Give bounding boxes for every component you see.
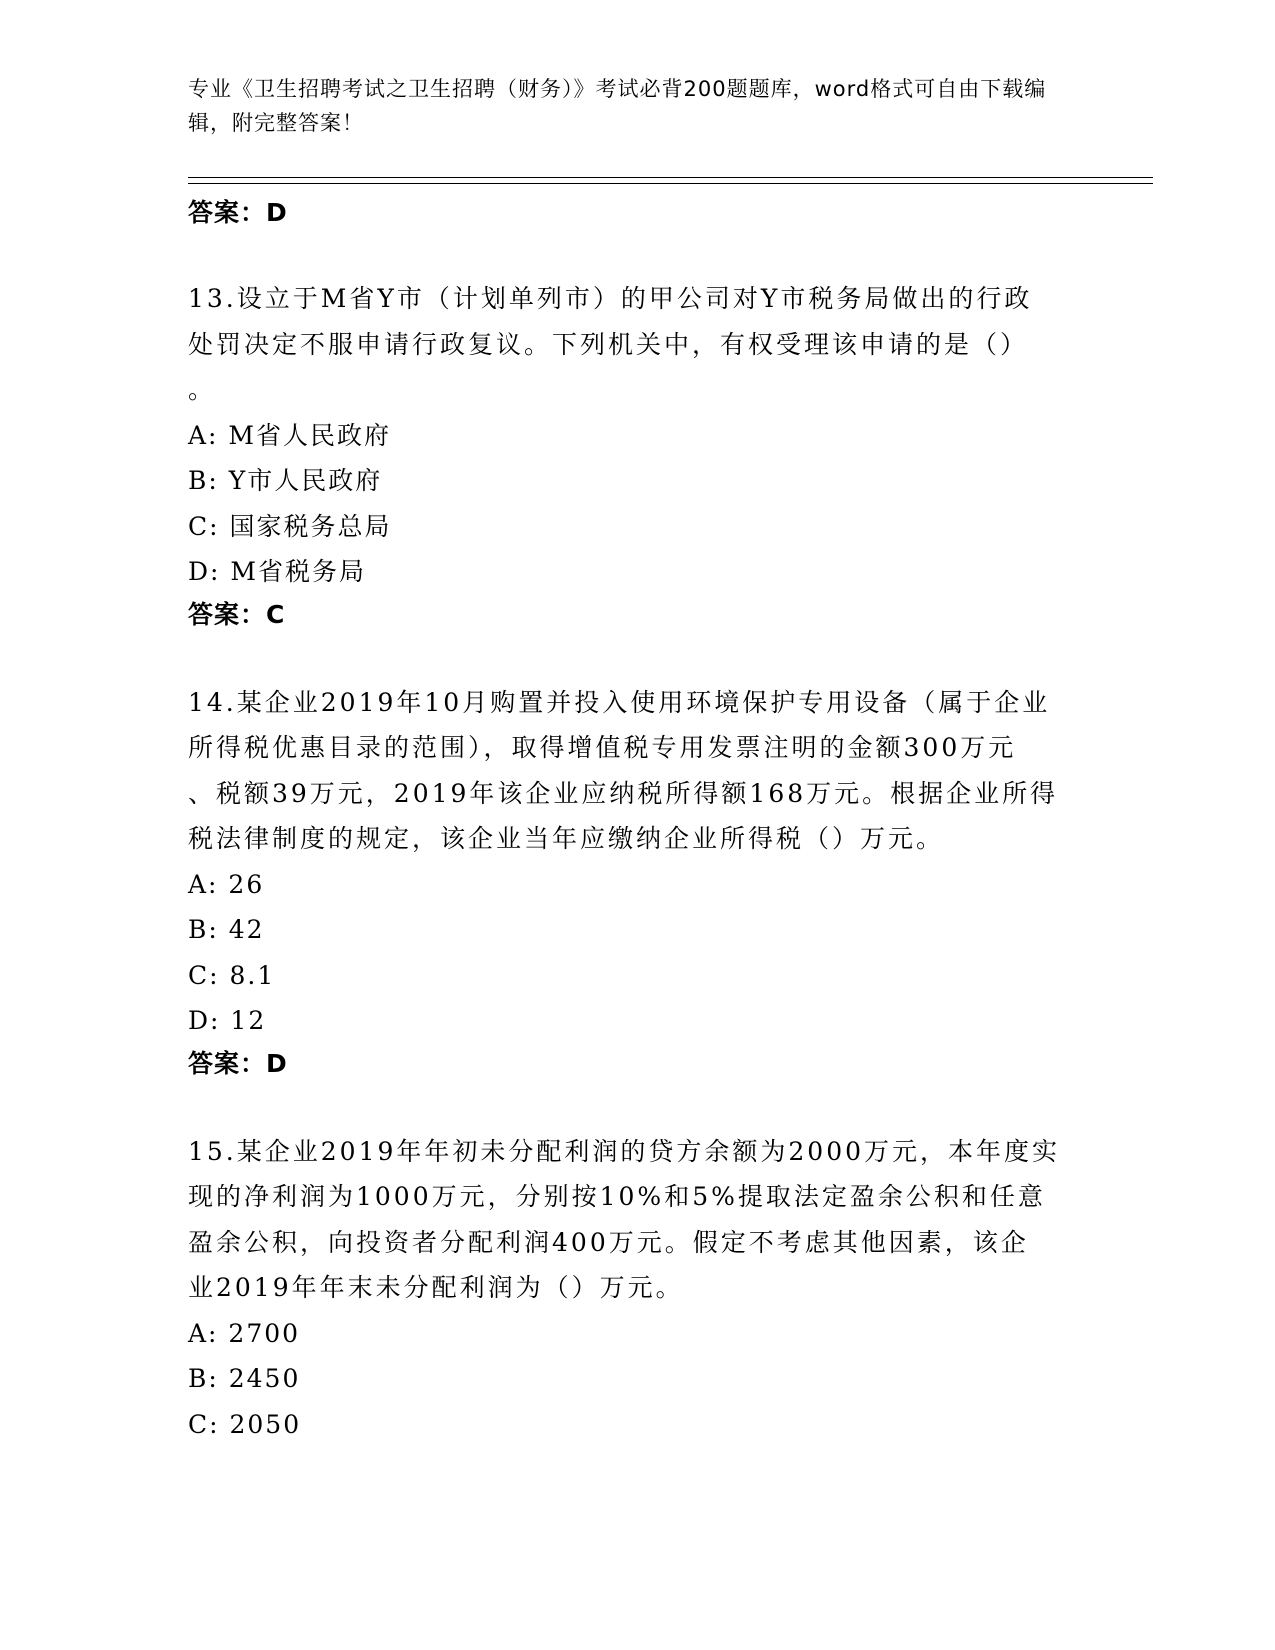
stem-line: 盈余公积，向投资者分配利润400万元。假定不考虑其他因素，该企 <box>188 1227 1029 1257</box>
header-rule-top <box>188 177 1153 178</box>
question-15 <box>188 1129 1088 1448</box>
stem-line: 13.设立于M省Y市（计划单列市）的甲公司对Y市税务局做出的行政 <box>188 284 1033 313</box>
stem-line: 、税额39万元，2019年该企业应纳税所得额168万元。根据企业所得 <box>188 778 1059 808</box>
option-b: B: 2450 <box>188 1364 301 1393</box>
option-a: A: 2700 <box>188 1318 301 1348</box>
option-c: C: 2050 <box>188 1409 302 1439</box>
stem-line: 所得税优惠目录的范围），取得增值税专用发票注明的金额300万元 <box>188 733 1017 762</box>
option-a: A: M省人民政府 <box>188 420 392 450</box>
question-stem <box>188 680 1068 862</box>
question-stem <box>188 276 1068 413</box>
answer-label: 答案：D <box>188 198 288 227</box>
option-b: B: 42 <box>188 915 265 944</box>
option-a: A: 26 <box>188 869 265 899</box>
stem-line: 处罚决定不服申请行政复议。下列机关中，有权受理该申请的是（） <box>188 329 1029 359</box>
option-d: D: 12 <box>188 1006 267 1035</box>
question-stem <box>188 1129 1068 1311</box>
option-d: D: M省税务局 <box>188 557 367 586</box>
option-c: C: 8.1 <box>188 960 276 990</box>
stem-line: 业2019年年末未分配利润为（）万元。 <box>188 1273 684 1302</box>
answer-label: 答案：C <box>188 599 286 629</box>
stem-line: 14.某企业2019年10月购置并投入使用环境保护专用设备（属于企业 <box>188 687 1051 717</box>
stem-line: 现的净利润为1000万元，分别按10%和5%提取法定盈余公积和任意 <box>188 1182 1046 1211</box>
question-13 <box>188 276 1088 640</box>
option-c: C: 国家税务总局 <box>188 511 392 541</box>
option-b: B: Y市人民政府 <box>188 466 383 495</box>
stem-line: 。 <box>188 375 217 404</box>
stem-line: 税法律制度的规定，该企业当年应缴纳企业所得税（）万元。 <box>188 824 945 853</box>
answer-label: 答案：D <box>188 1048 288 1078</box>
header-rule-bottom <box>188 183 1153 184</box>
document-body <box>188 193 1088 1447</box>
stem-line: 15.某企业2019年年初未分配利润的贷方余额为2000万元，本年度实 <box>188 1136 1061 1166</box>
question-14 <box>188 680 1088 1089</box>
page-header: 专业《卫生招聘考试之卫生招聘（财务）》考试必背200题题库，word格式可自由下载编辑，附完整答案！ <box>188 77 1047 135</box>
